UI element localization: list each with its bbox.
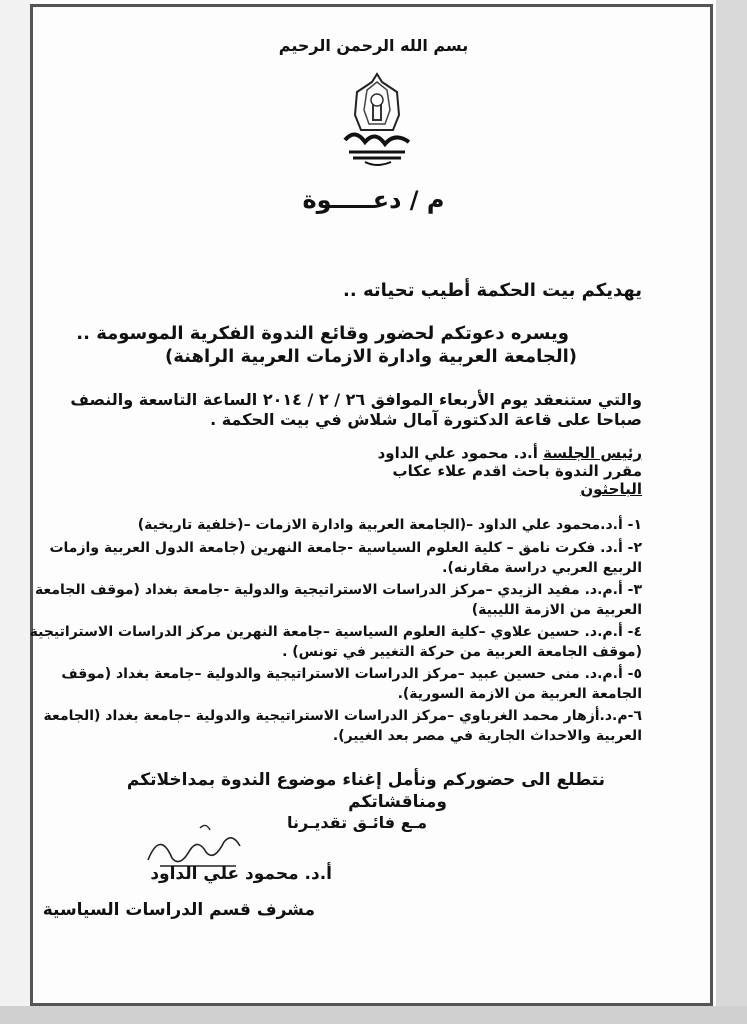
- date-line-1: والتي ستنعقد يوم الأربعاء الموافق ٢٦ / ٢ / ٢٠١٤ الساعة التاسعة والنصف: [70, 390, 642, 409]
- researcher-line: العربية من الازمة الليبية): [471, 602, 642, 618]
- date-line-2: صباحا على قاعة الدكتورة آمال شلاش في بيت الحكمة .: [210, 410, 642, 429]
- researcher-line: الجامعة العربية من الازمة السورية).: [397, 686, 642, 702]
- closing-line-1: نتطلع الى حضوركم ونأمل إغناء موضوع الندوة بمداخلاتكم: [126, 770, 605, 790]
- signatory-title: مشرف قسم الدراسات السياسية: [42, 900, 315, 920]
- researcher-line: ٥- أ.م.د. منى حسين عبيد –مركز الدراسات الاستراتيجية والدولية –جامعة بغداد (موقف: [61, 666, 642, 682]
- basmala: بسم الله الرحمن الرحيم: [278, 36, 469, 55]
- session-chair: [378, 444, 642, 462]
- document-title: م / دعـــــوة: [302, 186, 445, 214]
- closing-line-2: ومناقشاتكم: [348, 792, 447, 812]
- scan-margin-left: [0, 0, 30, 1024]
- greeting: يهديكم بيت الحكمة أطيب تحياته ..: [343, 280, 642, 301]
- bayt-al-hikma-logo-icon: [335, 70, 420, 170]
- scan-margin-right: [716, 0, 747, 1024]
- regards: مـع فائـق تقديـرنا: [286, 813, 427, 832]
- invitation-line-1: ويسره دعوتكم لحضور وقائع الندوة الفكرية الموسومة ..: [76, 323, 569, 344]
- chair-label: رئيس الجلسة: [543, 444, 642, 462]
- researcher-line: الربيع العربي دراسة مقارنه).: [442, 560, 642, 576]
- signatory-name: أ.د. محمود علي الداود: [150, 864, 332, 884]
- researchers-heading: الباحثون: [580, 480, 642, 498]
- researcher-line: ٢- أ.د. فكرت نامق – كلية العلوم السياسية -جامعة النهرين (جامعة الدول العربية وازمات: [49, 540, 642, 556]
- researcher-line: ٣- أ.م.د. مفيد الزيدي –مركز الدراسات الاستراتيجية والدولية -جامعة بغداد (موقف الجامعة: [34, 582, 642, 598]
- rapporteur: مقرر الندوة باحث اقدم علاء عكاب: [392, 462, 642, 480]
- researcher-line: ١- أ.د.محمود علي الداود –(الجامعة العربية وادارة الازمات –(خلفية تاريخية): [137, 517, 642, 533]
- researcher-line: ٤- أ.م.د. حسين علاوي –كلية العلوم السياسية –جامعة النهرين مركز الدراسات الاستراتيجية: [29, 624, 642, 640]
- invitation-line-2: (الجامعة العربية وادارة الازمات العربية الراهنة): [164, 346, 577, 367]
- scan-margin-bottom: [0, 1006, 747, 1024]
- researcher-line: العربية والاحداث الجارية في مصر بعد الغيير).: [332, 728, 642, 744]
- chair-name: أ.د. محمود علي الداود: [377, 444, 538, 462]
- researcher-line: ٦-م.د.أزهار محمد الغرباوي –مركز الدراسات الاستراتيجية والدولية –جامعة بغداد (الجامعة: [43, 708, 642, 724]
- researcher-line: (موقف الجامعة العربية من حركة التغيير في تونس) .: [282, 644, 642, 660]
